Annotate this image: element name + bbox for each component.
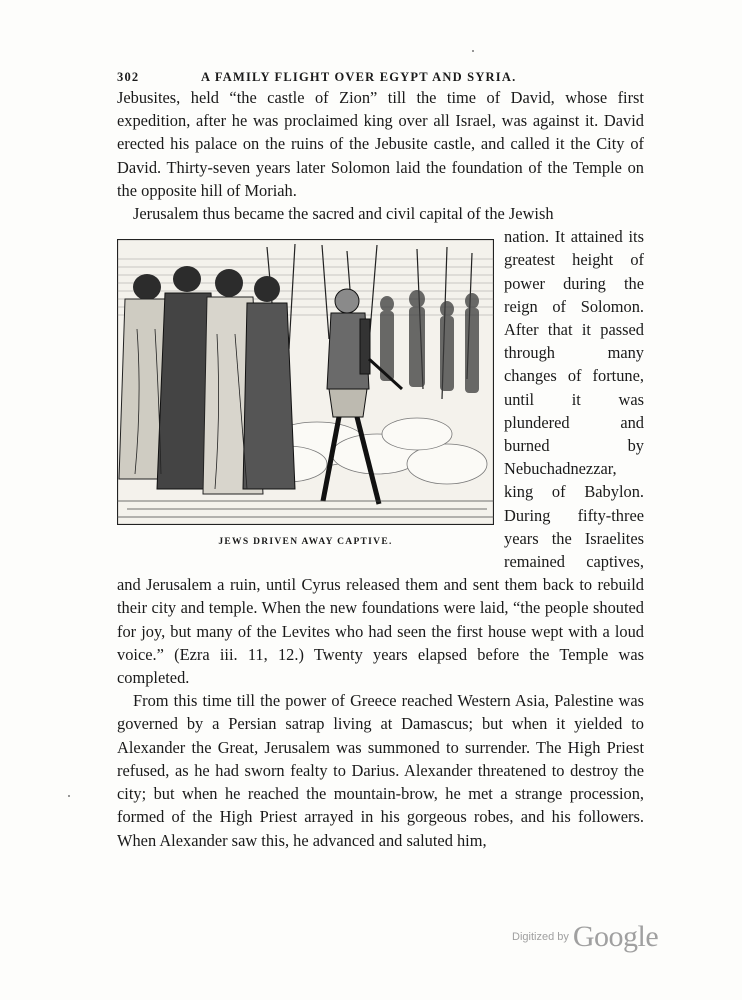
paragraph-2-lead: Jerusalem thus became the sacred and civil capital of the Jewish bbox=[133, 204, 554, 224]
paper-speck bbox=[472, 50, 474, 52]
paragraph-1: Jebusites, held “the castle of Zion” till the time of David, whose first expedition, after he was proclaimed king over all Israel, was against it. David erected his palace on the ruins of the Jebusite castle, and called it the City of David. Thirty-seven years later Solomon laid the foundation of the Temple on the opposite hill of Moriah. bbox=[117, 88, 644, 200]
running-title: A FAMILY FLIGHT OVER EGYPT AND SYRIA. bbox=[201, 70, 517, 84]
digitization-watermark bbox=[512, 920, 658, 954]
body-text bbox=[117, 86, 644, 852]
paragraph-3: From this time till the power of Greece reached Western Asia, Palestine was governed by a Persian satrap living at Damascus; but when it yielded to Alexander the Great, Jerusalem was summoned to surrender. The High Priest refused, as he had sworn fealty to Darius. Alexander threatened to destroy the city; but when he reached the mountain-brow, he met a strange procession, formed of the High Priest arrayed in his gorgeous robes, and his followers. When Alexander saw this, he advanced and saluted him, bbox=[117, 691, 644, 850]
book-page bbox=[117, 64, 644, 852]
paragraph-2-wrap: nation. It attained its greatest height of power during the reign of Solomon. After that it passed through many changes of fortune, until it was plundered and burned by Nebuchadnezzar, king of Babylon. During fifty-three years the Israelites remained captives, and Jerusalem a ruin, until Cyrus released them and sent them back to rebuild their city and temple. When the new foundations were laid, “the people shouted for joy, but many of the Levites who had seen the first house wept with a loud voice.” (Ezra iii. 11, 12.) Twenty years elapsed before the Temple was completed. bbox=[117, 227, 644, 688]
figure-caption: JEWS DRIVEN AWAY CAPTIVE. bbox=[218, 537, 393, 548]
captives-engraving bbox=[117, 239, 494, 525]
paper-speck bbox=[68, 795, 70, 797]
google-logo: Google bbox=[572, 920, 659, 953]
page-number: 302 bbox=[117, 70, 140, 84]
running-header bbox=[117, 64, 644, 86]
watermark-prefix: Digitized by bbox=[512, 931, 569, 943]
illustration-figure bbox=[117, 239, 494, 554]
